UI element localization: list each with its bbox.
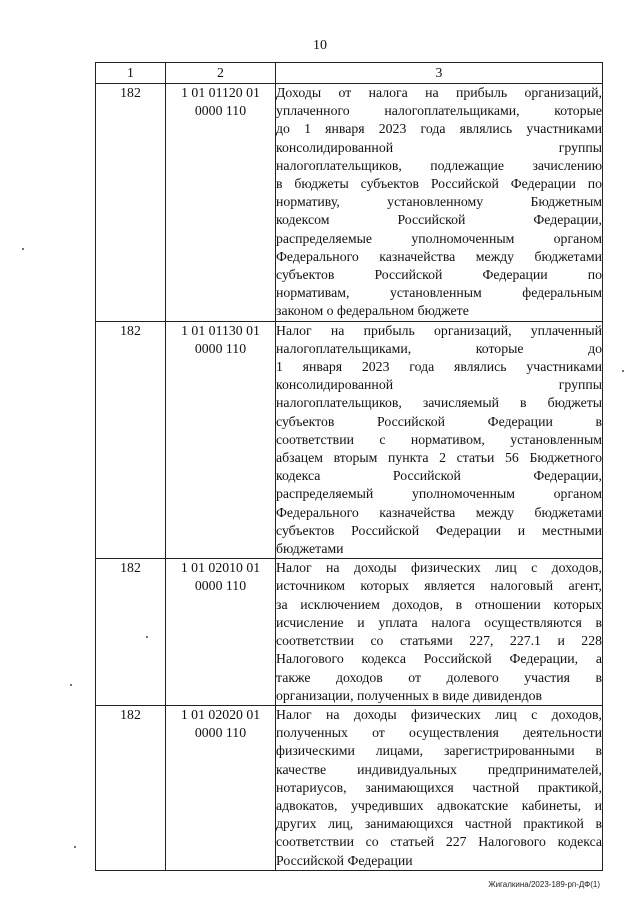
description-line: также доходов от долевого участия в [276,669,602,685]
description-line: Федерального казначейства между бюджетами [276,504,602,520]
description-line: исчисление и уплата налога осуществляются в [276,614,602,630]
description-line: законом о федеральном бюджете [276,303,469,319]
table-row [96,321,603,559]
scan-speck [70,684,72,686]
scan-speck [22,248,24,250]
description-line: бюджетами [276,541,344,557]
admin-code-cell: 182 [96,321,166,559]
description-line: нормативу, установленному Бюджетным [276,194,602,210]
admin-code-cell: 182 [96,705,166,870]
description-line: уплаченного налогоплательщиками, которые [276,103,602,119]
document-identifier: Жигалкина/2023-189-рп-ДФ(1) [488,880,600,889]
description-line: кодексом Российской Федерации, [276,212,602,228]
description-line: соответствии с нормативом, установленным [276,431,602,447]
description-line: Федерального казначейства между бюджетами [276,248,602,264]
description-line: нотариусов, занимающихся частной практикой, [276,779,602,795]
description-line: Налог на доходы физических лиц с доходов, [276,560,602,576]
description-line: налогоплательщиками, которые до [276,340,602,356]
description-line: субъектов Российской Федерации в [276,413,602,429]
column-header-2: 2 [166,63,276,84]
description-line: Налог на доходы физических лиц с доходов, [276,706,602,722]
description-line: полученных от осуществления деятельности [276,725,602,741]
scan-speck [622,370,624,372]
description-line: организации, полученных в виде дивидендов [276,687,543,703]
description-line: за исключением доходов, в отношении которых [276,596,602,612]
description-line: 1 января 2023 года являлись участниками [276,359,602,375]
description-line: субъектов Российской Федерации и местными [276,522,602,538]
budget-classification-code-cell [166,321,276,559]
description-line: нормативам, установленным федеральным [276,285,602,301]
table-header-row [96,63,603,84]
description-line: Налог на прибыль организаций, уплаченный [276,322,602,338]
scan-speck [74,846,76,848]
admin-code-cell: 182 [96,84,166,322]
description-line: соответствии со статьями 227, 227.1 и 228 [276,633,602,649]
description-line: адвокатов, учредивших адвокатские кабинеты, и [276,797,602,813]
code-line: 0000 110 [194,103,247,119]
description-line: Налогового кодекса Российской Федерации, а [276,651,602,667]
description-line: налогоплательщиков, подлежащие зачислению [276,157,602,173]
budget-classification-code-cell [166,84,276,322]
description-line: субъектов Российской Федерации по [276,267,602,283]
admin-code-cell: 182 [96,559,166,706]
description-line: налогоплательщиков, зачисляемый в бюджеты [276,395,602,411]
revenue-description-cell [276,84,603,322]
revenue-description-cell [276,705,603,870]
description-line: абзацем вторым пункта 2 статьи 56 Бюджетного [276,450,602,466]
code-line: 0000 110 [194,725,247,741]
code-line: 1 01 02020 01 [180,706,261,722]
budget-classification-code-cell [166,559,276,706]
code-line: 1 01 01130 01 [181,322,260,338]
description-line: кодекса Российской Федерации, [276,468,602,484]
description-line: источником которых является налоговый агент, [276,578,602,594]
description-line: распределяемые уполномоченным органом [276,230,602,246]
description-line: в бюджеты субъектов Российской Федерации по [276,176,602,192]
table-row [96,559,603,706]
description-line: качестве индивидуальных предпринимателей, [276,761,602,777]
code-line: 0000 110 [194,578,247,594]
column-header-1: 1 [96,63,166,84]
scan-speck [146,636,148,638]
description-line: до 1 января 2023 года являлись участниками [276,121,602,137]
revenue-description-cell [276,559,603,706]
description-line: распределяемый уполномоченным органом [276,486,602,502]
code-line: 0000 110 [194,340,247,356]
code-line: 1 01 02010 01 [180,560,261,576]
table-row [96,84,603,322]
page-number: 10 [313,38,327,53]
code-line: 1 01 01120 01 [181,85,260,100]
revenue-description-cell [276,321,603,559]
description-line: консолидированной группы [276,139,602,155]
description-line: Доходы от налога на прибыль организаций, [276,85,602,100]
table-row [96,705,603,870]
description-line: Российской Федерации [276,852,413,868]
description-line: других лиц, занимающихся частной практикой в [276,816,602,832]
budget-classification-code-cell [166,705,276,870]
column-header-3: 3 [276,63,603,84]
description-line: соответствии со статьей 227 Налогового кодекса [276,834,602,850]
description-line: физическими лицами, зарегистрированными в [276,743,602,759]
description-line: консолидированной группы [276,377,602,393]
budget-codes-table [95,62,603,871]
